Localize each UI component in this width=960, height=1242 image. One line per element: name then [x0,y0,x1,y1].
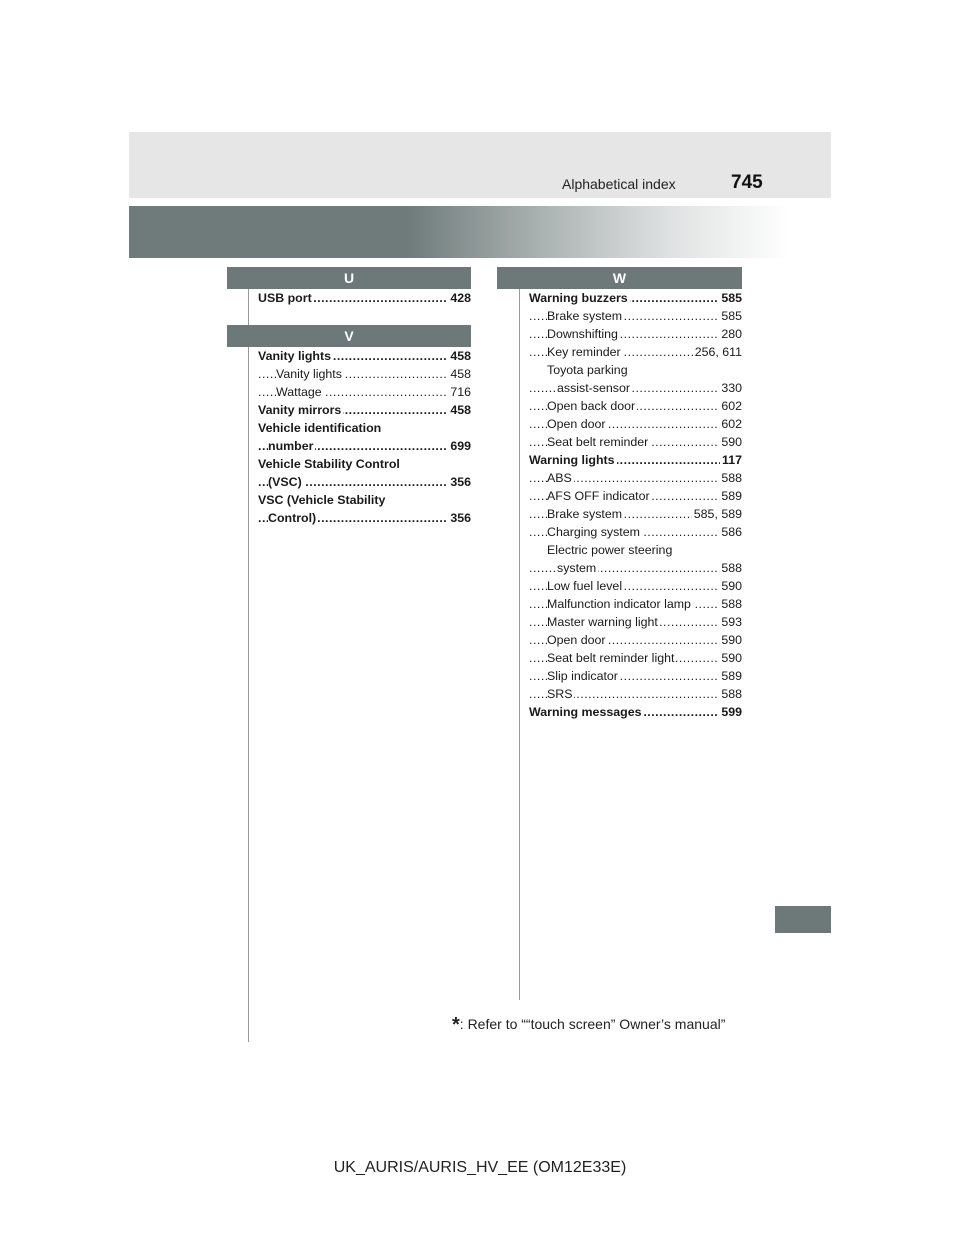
entry-page: 356 [450,475,471,489]
entry-text: USB port [258,291,312,305]
entry-page: 590 [721,435,742,449]
index-entry [529,523,742,541]
index-entry [529,613,742,631]
entry-text: Control) [268,511,317,525]
page-header [129,132,831,198]
index-entry [258,365,471,383]
index-entry [529,685,742,703]
index-entry [529,577,742,595]
entry-page: 589 [721,489,742,503]
entry-page: 280 [721,327,742,341]
index-entry [529,415,742,433]
index-entry [258,347,471,365]
entry-text: Charging system [547,525,640,539]
entry-page: 586 [721,525,742,539]
entry-page: 117 [722,453,742,467]
index-entry [529,631,742,649]
index-entry [529,541,742,559]
entry-page: 593 [721,615,742,629]
entry-page: 585, 589 [693,507,742,521]
entry-text: Warning buzzers [529,291,628,305]
section-header-u: U [227,267,471,289]
index-entry [258,491,471,509]
entry-text: Downshifting [547,327,618,341]
right-column-rule [519,288,520,1000]
page-number: 745 [731,172,763,193]
entry-page: 428 [450,291,471,305]
entry-text: Warning messages [529,705,642,719]
entry-page: 458 [450,349,471,363]
entry-page: 590 [721,633,742,647]
index-list-u [258,289,471,307]
index-entry [258,437,471,455]
entry-page: 585 [721,309,742,323]
index-entry [258,419,471,437]
index-entry [258,383,471,401]
index-entry [529,559,742,577]
index-list-v [258,347,471,527]
section-header-w: W [497,267,742,289]
section-header-v: V [227,325,471,347]
entry-text: (VSC) [268,475,302,489]
index-entry [529,703,742,721]
entry-text: AFS OFF indicator [547,489,650,503]
index-entry [258,509,471,527]
entry-text: Key reminder [547,345,621,359]
entry-text: Slip indicator [547,669,618,683]
entry-page: 588 [721,597,742,611]
entry-text: Open door [547,633,606,647]
entry-text: Toyota parking [547,363,628,377]
entry-text: Open back door [547,399,636,413]
header-title: Alphabetical index [562,176,676,192]
entry-page: 699 [450,439,471,453]
entry-page: 330 [721,381,742,395]
footnote-text: : Refer to ““touch screen” Owner’s manual” [459,1016,726,1032]
index-entry [529,361,742,379]
entry-page: 588 [721,561,742,575]
index-list-w [529,289,742,721]
footnote [452,1014,725,1037]
index-entry [529,649,742,667]
entry-page: 599 [721,705,742,719]
entry-text: Vanity lights [276,367,342,381]
index-entry [529,325,742,343]
entry-text: Seat belt reminder light [547,651,675,665]
entry-text: Seat belt reminder [547,435,649,449]
entry-text: Vanity lights [258,349,331,363]
entry-page: 602 [721,399,742,413]
entry-text: Warning lights [529,453,615,467]
entry-text: Vanity mirrors [258,403,342,417]
entry-text: VSC (Vehicle Stability [258,493,386,507]
entry-text: Vehicle identification [258,421,382,435]
entry-text: Master warning light [547,615,658,629]
entry-text: Electric power steering [547,543,673,557]
left-column-rule [248,288,249,1042]
footer-code: UK_AURIS/AURIS_HV_EE (OM12E33E) [333,1159,627,1176]
entry-text: Brake system [547,309,623,323]
entry-text: Brake system [547,507,623,521]
entry-page: 588 [721,471,742,485]
entry-text: SRS [547,687,573,701]
entry-text: Open door [547,417,606,431]
index-entry [529,595,742,613]
entry-page: 588 [721,687,742,701]
entry-page: 716 [450,385,471,399]
entry-page: 602 [721,417,742,431]
entry-text: Low fuel level [547,579,623,593]
index-entry [529,469,742,487]
index-entry [529,433,742,451]
entry-text: ABS [547,471,572,485]
index-entry [258,455,471,473]
entry-page: 589 [721,669,742,683]
footnote-marker: * [452,1014,460,1036]
header-band [129,206,789,258]
entry-page: 256, 611 [694,345,742,359]
index-entry [258,289,471,307]
index-entry [529,379,742,397]
index-entry [258,401,471,419]
entry-page: 590 [721,579,742,593]
entry-page: 585 [721,291,742,305]
index-entry [529,397,742,415]
entry-text: assist-sensor [557,381,630,395]
entry-text: Vehicle Stability Control [258,457,400,471]
index-entry [529,487,742,505]
entry-text: Wattage [276,385,322,399]
entry-text: system [557,561,597,575]
entry-text: Malfunction indicator lamp [547,597,691,611]
entry-page: 458 [450,367,471,381]
index-entry [258,473,471,491]
index-entry [529,289,742,307]
section-tab [775,906,831,933]
entry-page: 458 [450,403,471,417]
index-entry [529,451,742,469]
index-entry [529,307,742,325]
index-entry [529,343,742,361]
index-entry [529,667,742,685]
index-entry [529,505,742,523]
entry-text: number [268,439,314,453]
entry-page: 590 [721,651,742,665]
entry-page: 356 [450,511,471,525]
